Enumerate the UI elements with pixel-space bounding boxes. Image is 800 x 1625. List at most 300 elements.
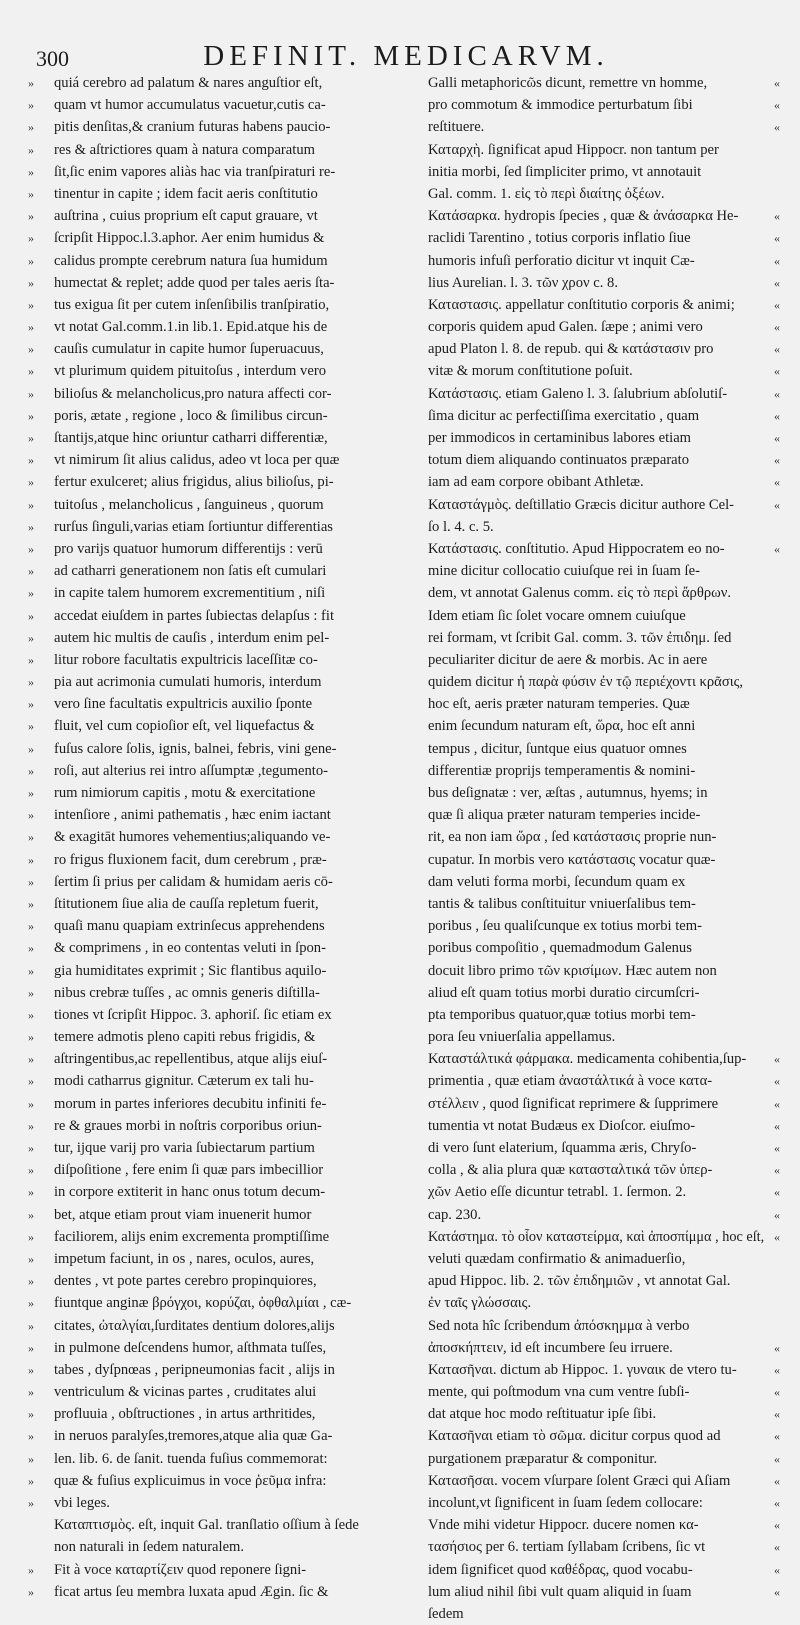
text-line (428, 1181, 780, 1203)
line-text: bus deſignatæ : ver, æſtas , autumnus, hyems; in (428, 785, 708, 801)
text-line (28, 1159, 412, 1181)
quotation-mark: » (28, 1318, 34, 1333)
text-line (428, 760, 780, 782)
line-text: mine dicitur collocatio cuiuſque rei in ſuam ſe- (428, 563, 700, 580)
line-text: ſtitutionem ſiue alia de cauſſa repletum fuerit, (54, 895, 319, 912)
quotation-mark: » (28, 652, 34, 667)
line-text: vero ſine facultatis expultricis auxilio ſponte (54, 696, 313, 713)
quotation-mark: » (28, 697, 34, 712)
line-text: Καταπτισμὸς. eſt, inquit Gal. tranſlatio oſſium à ſede (54, 1517, 359, 1534)
text-line (28, 494, 412, 516)
line-text: differentiæ proprijs temperamentis & nomini- (428, 762, 696, 779)
quotation-mark: » (28, 1229, 34, 1244)
line-text: Gal. comm. 1. εἰς τὸ περὶ διαίτης ὀξέων. (428, 185, 665, 202)
line-text: Fit à voce καταρτίζειν quod reponere ſigni- (54, 1561, 307, 1578)
text-line (428, 782, 780, 804)
text-line (428, 161, 780, 183)
quotation-mark: » (28, 763, 34, 778)
text-line (28, 1181, 412, 1203)
text-line (28, 471, 412, 493)
text-line (28, 183, 412, 205)
text-line (428, 1581, 780, 1603)
line-text: ſo l. 4. c. 5. (428, 518, 494, 535)
line-text: poribus , ſeu qualiſcunque ex totius morbi tem- (428, 918, 702, 935)
quotation-mark: « (774, 320, 780, 335)
line-text: intenſiore , animi pathematis , hæc enim iactant (54, 807, 331, 824)
line-text: lum aliud nihil ſibi vult quam aliquid in ſuam (428, 1583, 692, 1600)
line-text: ſertim ſi prius per calidam & humidam aeris cō- (54, 873, 333, 890)
line-text: rurſus ſinguli,varias etiam ſortiuntur differentias (54, 518, 333, 535)
text-line (428, 1248, 780, 1270)
line-text: dem, vt annotat Galenus comm. εἰς τὸ περὶ ἄρθρων. (428, 585, 731, 602)
text-line (28, 449, 412, 471)
line-text: Κατάστασις. etiam Galeno l. 3. ſalubrium abſolutiſ- (428, 385, 728, 402)
quotation-mark: » (28, 120, 34, 135)
text-line (28, 1204, 412, 1226)
line-text: ἐν ταῖς γλώσσαις. (428, 1295, 532, 1312)
quotation-mark: » (28, 164, 34, 179)
quotation-mark: » (28, 519, 34, 534)
text-line (28, 250, 412, 272)
line-text: Καταρχὴ. ſignificat apud Hippocr. non tantum per (428, 141, 719, 158)
text-line (28, 1315, 412, 1337)
text-line (428, 538, 780, 560)
text-line (28, 1004, 412, 1026)
line-text: raclidi Tarentino , totius corporis inflatio ſiue (428, 230, 691, 247)
line-text: hoc eſt, aeris præter naturam temperies. Quæ (428, 696, 690, 713)
text-line (428, 1292, 780, 1314)
quotation-mark: » (28, 275, 34, 290)
line-text: vitæ & morum conſtitutione poſuit. (428, 363, 633, 380)
text-line (428, 1603, 780, 1625)
line-text: ἀποσκήπτειν, id eſt incumbere ſeu irruere. (428, 1339, 673, 1356)
line-text: Κατασῆσαι. vocem vſurpare ſolent Græci qui Aſiam (428, 1472, 731, 1489)
text-line (428, 582, 780, 604)
quotation-mark: » (28, 1030, 34, 1045)
line-text: & comprimens , in eo contentas veluti in ſpon- (54, 940, 326, 957)
text-line (28, 72, 412, 94)
line-text: di vero ſunt elaterium, ſquamma æris, Chryſo- (428, 1140, 697, 1156)
quotation-mark: » (28, 431, 34, 445)
line-text: in pulmone deſcendens humor, aſthmata tuſſes, (54, 1339, 327, 1356)
line-text: roſi, aut alterius rei intro aſſumptæ ,tegumento- (54, 762, 328, 779)
line-text: quidem dicitur ἡ παρὰ φύσιν ἐν τῷ περιέχοντι κρᾶσις, (428, 674, 744, 691)
text-line (28, 405, 412, 427)
quotation-mark: » (28, 1496, 34, 1510)
text-line (428, 449, 780, 471)
quotation-mark: » (28, 830, 34, 845)
text-line (28, 516, 412, 538)
line-text: poris, ætate , regione , loco & ſimilibus circun- (54, 407, 328, 424)
text-line (428, 471, 780, 493)
line-text: Κατάστημα. τὸ οἷον καταστείρμα, καὶ ἀποσπίμμα , hoc eſt, (428, 1228, 765, 1245)
quotation-mark: » (28, 1407, 34, 1422)
quotation-mark: » (28, 919, 34, 934)
quotation-mark: » (28, 963, 34, 978)
line-text: aliud eſt quam totius morbi duratio circumſcri- (428, 984, 700, 1001)
line-text: tur, ijque varij pro varia ſubiectarum partium (54, 1140, 315, 1156)
text-line (28, 738, 412, 760)
text-line (28, 893, 412, 915)
text-line (28, 1070, 412, 1092)
text-line (428, 1492, 780, 1514)
text-line (428, 1381, 780, 1403)
quotation-mark: « (774, 1451, 780, 1466)
line-text: pta temporibus quatuor,quæ totius morbi tem- (428, 1006, 696, 1023)
text-line (28, 1425, 412, 1447)
text-line (28, 649, 412, 671)
text-line (28, 1359, 412, 1381)
quotation-mark: » (28, 1362, 34, 1377)
line-text: ficat artus ſeu membra luxata apud Ægin. ſic & (54, 1583, 329, 1600)
line-text: quiá cerebro ad palatum & nares anguſtior eſt, (54, 75, 323, 91)
text-line (428, 871, 780, 893)
text-line (28, 94, 412, 116)
text-line (28, 1026, 412, 1048)
quotation-mark: « (774, 1584, 780, 1599)
line-text: accedat eiuſdem in partes ſubiectas delapſus : fit (54, 607, 335, 624)
line-text: len. lib. 6. de ſanit. tuenda fuſius commemorat: (54, 1450, 328, 1467)
line-text: morum in partes inferiores decubitu infiniti fe- (54, 1095, 327, 1112)
quotation-mark: » (28, 364, 34, 379)
right-column (428, 72, 780, 1625)
line-text: litur robore facultatis expultricis laceſſitæ co- (54, 651, 318, 668)
text-line (428, 383, 780, 405)
text-line (28, 1226, 412, 1248)
line-text: autem hic multis de cauſis , interdum enim pel- (54, 629, 330, 646)
line-text: dam veluti forma morbi, ſecundum quam ex (428, 873, 686, 890)
line-text: ſima dicitur ac perfectiſſima exercitatio , quam (428, 407, 700, 424)
quotation-mark: » (28, 985, 34, 1000)
line-text: fertur exulceret; alius frigidus, alius bilioſus, pi- (54, 474, 334, 491)
quotation-mark: » (28, 786, 34, 800)
text-line (28, 960, 412, 982)
quotation-mark: » (28, 874, 34, 889)
line-text: dentes , vt pote partes cerebro propinquiores, (54, 1273, 317, 1290)
quotation-mark: » (28, 453, 34, 468)
text-line (428, 1536, 780, 1558)
text-line (28, 1248, 412, 1270)
text-line (28, 383, 412, 405)
text-line (428, 804, 780, 826)
text-line (28, 1137, 412, 1159)
line-text: tabes , dyſpnœas , peripneumonias facit , alijs in (54, 1361, 335, 1378)
text-line (428, 1093, 780, 1115)
line-text: & exagitāt humores vehementius;aliquando ve- (54, 829, 331, 846)
line-text: enim ſecundum naturam eſt, ὥρα, hoc eſt anni (428, 718, 696, 735)
line-text: apud Hippoc. lib. 2. τῶν ἐπιδημιῶν , vt annotat Gal. (428, 1273, 731, 1290)
text-line (28, 139, 412, 161)
text-line (428, 316, 780, 338)
text-line (428, 893, 780, 915)
text-line (428, 605, 780, 627)
line-text: quaſi manu quapiam extrinſecus apprehendens (54, 918, 325, 935)
line-text: Vnde mihi videtur Hippocr. ducere nomen κα- (428, 1517, 699, 1534)
quotation-mark: « (774, 541, 780, 556)
line-text: στέλλειν , quod ſignificat reprimere & ſupprimere (428, 1095, 719, 1112)
text-line (428, 1159, 780, 1181)
line-text: non naturali in ſedem naturalem. (54, 1539, 245, 1556)
text-line (28, 937, 412, 959)
text-line (28, 693, 412, 715)
quotation-mark: » (28, 1207, 34, 1222)
text-line (28, 227, 412, 249)
quotation-mark: » (28, 186, 34, 201)
text-line (28, 205, 412, 227)
line-text: tus exigua ſit per cutem inſenſibilis tranſpiratio, (54, 296, 330, 313)
text-line (428, 627, 780, 649)
text-line (428, 205, 780, 227)
line-text: τασήσιος per 6. tertiam ſyllabam ſcribens, ſic vt (428, 1539, 706, 1556)
quotation-mark: « (774, 364, 780, 379)
line-text: Κατάστασις. conſtitutio. Apud Hippocratem eo no- (428, 540, 725, 557)
line-text: ſedem (428, 1605, 464, 1622)
quotation-mark: » (28, 1141, 34, 1155)
text-line (428, 982, 780, 1004)
text-line (428, 960, 780, 982)
quotation-mark: « (774, 76, 780, 90)
line-text: tiones vt ſcripſit Hippoc. 3. aphoriſ. ſic etiam ex (54, 1006, 332, 1023)
text-line (28, 826, 412, 848)
text-line (28, 1536, 412, 1558)
line-text: rit, ea non iam ὥρα , ſed κατάστασις proprie nun- (428, 829, 717, 846)
text-line (428, 693, 780, 715)
quotation-mark: » (28, 475, 34, 490)
quotation-mark: « (774, 1229, 780, 1244)
line-text: re & graues morbi in noſtris corporibus oriun- (54, 1117, 322, 1134)
line-text: idem ſignificet quod καθέδρας, quod vocabu- (428, 1561, 693, 1578)
text-line (428, 360, 780, 382)
text-line (28, 871, 412, 893)
text-line (428, 826, 780, 848)
quotation-mark: » (28, 1562, 34, 1577)
quotation-mark: « (774, 342, 780, 357)
quotation-mark: « (774, 431, 780, 445)
text-line (428, 1048, 780, 1070)
text-line (28, 582, 412, 604)
line-text: quæ ſi aliqua præter naturam temperies incide- (428, 807, 701, 824)
line-text: per immodicos in certaminibus labores etiam (428, 430, 692, 446)
quotation-mark: » (28, 1473, 34, 1488)
text-line (428, 294, 780, 316)
quotation-mark: » (28, 741, 34, 756)
text-line (428, 1559, 780, 1581)
line-text: Καταστάγμὸς. deſtillatio Græcis dicitur authore Cel- (428, 496, 735, 513)
line-text: tempus , dicitur, ſuntque eius quatuor omnes (428, 740, 687, 757)
text-line (428, 849, 780, 871)
quotation-mark: « (774, 386, 780, 401)
quotation-mark: » (28, 1584, 34, 1599)
line-text: lius Aurelian. l. 3. τῶν χρον c. 8. (428, 274, 618, 291)
quotation-mark: « (774, 1429, 780, 1444)
text-line (428, 183, 780, 205)
quotation-mark: » (28, 896, 34, 911)
line-text: colla , & alia plura quæ κατασταλτικά τῶν ὑπερ- (428, 1162, 713, 1179)
line-text: totum diem aliquando continuatos præparato (428, 452, 690, 469)
line-text: ventriculum & vicinas partes , cruditates alui (54, 1384, 317, 1401)
text-line (428, 671, 780, 693)
text-line (28, 1292, 412, 1314)
line-text: profluuia , obſtructiones , in artus arthritides, (54, 1406, 316, 1423)
text-line (28, 715, 412, 737)
line-text: aſtringentibus,ac repellentibus, atque alijs eiuſ- (54, 1051, 328, 1068)
quotation-mark: » (28, 1052, 34, 1067)
line-text: gia humiditates exprimit ; Sic flantibus aquilo- (54, 962, 327, 979)
text-line (28, 1381, 412, 1403)
line-text: vt notat Gal.comm.1.in lib.1. Epid.atque his de (54, 319, 328, 336)
text-line (428, 72, 780, 94)
text-line (428, 1226, 780, 1248)
quotation-mark: » (28, 1296, 34, 1311)
line-text: peculiariter dicitur de aere & morbis. Ac in aere (428, 651, 708, 668)
text-line (28, 116, 412, 138)
line-text: Galli metaphoricῶs dicunt, remettre vn homme, (428, 75, 708, 91)
text-line (428, 227, 780, 249)
line-text: pora ſeu vniuerſalia appellamus. (428, 1029, 616, 1046)
quotation-mark: « (774, 408, 780, 423)
quotation-mark: » (28, 1185, 34, 1200)
text-line (28, 671, 412, 693)
text-line (28, 804, 412, 826)
text-line (428, 1070, 780, 1092)
text-line (28, 161, 412, 183)
quotation-mark: » (28, 564, 34, 579)
quotation-mark: « (774, 1141, 780, 1155)
text-line (428, 250, 780, 272)
quotation-mark: « (774, 1496, 780, 1510)
quotation-mark: » (28, 1429, 34, 1444)
quotation-mark: » (28, 1074, 34, 1089)
quotation-mark: « (774, 1362, 780, 1377)
quotation-mark: « (774, 231, 780, 246)
text-line (28, 982, 412, 1004)
quotation-mark: » (28, 497, 34, 512)
line-text: tantis & talibus conſtituitur vniuerſalibus tem- (428, 895, 696, 912)
quotation-mark: « (774, 1096, 780, 1111)
line-text: χῶν Aetio eſſe dicuntur tetrabl. 1. ſermon. 2. (428, 1184, 687, 1201)
text-line (428, 94, 780, 116)
quotation-mark: » (28, 386, 34, 401)
line-text: humectat & replet; adde quod per tales aeris ſta- (54, 274, 335, 291)
line-text: humoris infuſi perforatio dicitur vt inquit Cæ- (428, 252, 695, 269)
text-line (28, 1337, 412, 1359)
text-line (428, 1315, 780, 1337)
quotation-mark: « (774, 1185, 780, 1200)
text-line (428, 427, 780, 449)
quotation-mark: « (774, 297, 780, 312)
quotation-mark: » (28, 342, 34, 357)
line-text: Καταστασις. appellatur conſtitutio corporis & animi; (428, 296, 735, 313)
quotation-mark: » (28, 608, 34, 623)
quotation-mark: » (28, 1274, 34, 1289)
text-line (28, 338, 412, 360)
line-text: Idem etiam ſic ſolet vocare omnem cuiuſque (428, 607, 686, 624)
line-text: fiuntque anginæ βρόγχοι, κορύζαι, ὀφθαλμίαι , cæ- (54, 1295, 352, 1312)
text-line (28, 1048, 412, 1070)
text-line (28, 294, 412, 316)
line-text: initia morbi, ſed ſimpliciter primo, vt annotauit (428, 163, 702, 180)
line-text: calidus prompte cerebrum natura ſua humidum (54, 252, 328, 269)
quotation-mark: « (774, 98, 780, 113)
text-line (428, 139, 780, 161)
text-line (28, 782, 412, 804)
quotation-mark: « (774, 1540, 780, 1555)
quotation-mark: « (774, 253, 780, 268)
text-line (428, 1115, 780, 1137)
text-line (428, 715, 780, 737)
line-text: vt nimirum ſit alius calidus, adeo vt loca per quæ (54, 452, 340, 469)
text-line (428, 649, 780, 671)
quotation-mark: » (28, 719, 34, 734)
line-text: citates, ὠταλγίαι,ſurditates dentium dolores,alijs (54, 1317, 335, 1334)
quotation-mark: » (28, 1007, 34, 1022)
line-text: auſtrina , cuius proprium eſt caput grauare, vt (54, 208, 318, 225)
quotation-mark: » (28, 320, 34, 335)
line-text: rei formam, vt ſcribit Gal. comm. 3. τῶν ἐπιδημ. ſed (428, 629, 732, 646)
text-line (28, 1514, 412, 1536)
text-line (428, 560, 780, 582)
text-line (28, 316, 412, 338)
quotation-mark: « (774, 475, 780, 490)
quotation-mark: « (774, 1207, 780, 1222)
line-text: pia aut acrimonia cumulati humoris, interdum (54, 674, 322, 691)
quotation-mark: « (774, 275, 780, 290)
text-line (28, 605, 412, 627)
text-line (28, 272, 412, 294)
line-text: Κατασῆναι. dictum ab Hippoc. 1. γυναικ de vtero tu- (428, 1361, 737, 1378)
quotation-mark: « (774, 497, 780, 512)
line-text: res & aſtrictiores quam à natura comparatum (54, 141, 315, 158)
line-text: Κατασῆναι etiam τὸ σῶμα. dicitur corpus quod ad (428, 1428, 721, 1445)
line-text: primentia , quæ etiam ἀναστάλτικά à voce κατα- (428, 1073, 713, 1090)
quotation-mark: » (28, 808, 34, 823)
line-text: ſit,ſic enim vapores aliàs hac via tranſpiraturi re- (54, 163, 336, 180)
text-line (428, 1425, 780, 1447)
line-text: purgationem præparatur & componitur. (428, 1450, 658, 1467)
text-line (28, 849, 412, 871)
quotation-mark: « (774, 1340, 780, 1355)
text-line (428, 116, 780, 138)
line-text: quam vt humor accumulatus vacuetur,cutis ca- (54, 97, 326, 114)
text-line (428, 738, 780, 760)
text-line (28, 427, 412, 449)
text-line (28, 1403, 412, 1425)
text-line (28, 1559, 412, 1581)
line-text: in corpore extiterit in hanc onus totum decum- (54, 1184, 326, 1201)
running-title: DEFINIT. MEDICARVM. (203, 40, 609, 72)
quotation-mark: » (28, 1118, 34, 1133)
quotation-mark: » (28, 98, 34, 113)
quotation-mark: « (774, 1385, 780, 1400)
text-line (428, 1137, 780, 1159)
quotation-mark: » (28, 142, 34, 157)
text-line (28, 1492, 412, 1514)
quotation-mark: » (28, 1163, 34, 1178)
text-line (28, 627, 412, 649)
text-line (28, 1581, 412, 1603)
quotation-mark: » (28, 253, 34, 268)
line-text: in neruos paralyſes,tremores,atque alia quæ Ga- (54, 1428, 333, 1445)
line-text: rum nimiorum capitis , motu & exercitatione (54, 785, 316, 801)
text-line (28, 1448, 412, 1470)
line-text: Sed nota hîc ſcribendum ἀπόσκημμα à verbo (428, 1317, 690, 1334)
line-text: Καταστάλτικά φάρμακα. medicamenta cohibentia,ſup- (428, 1051, 747, 1068)
line-text: fluit, vel cum copioſior eſt, vel liquefactus & (54, 718, 315, 735)
quotation-mark: » (28, 941, 34, 956)
quotation-mark: » (28, 1385, 34, 1400)
line-text: bet, atque etiam prout viam inuenerit humor (54, 1206, 312, 1223)
text-line (28, 760, 412, 782)
